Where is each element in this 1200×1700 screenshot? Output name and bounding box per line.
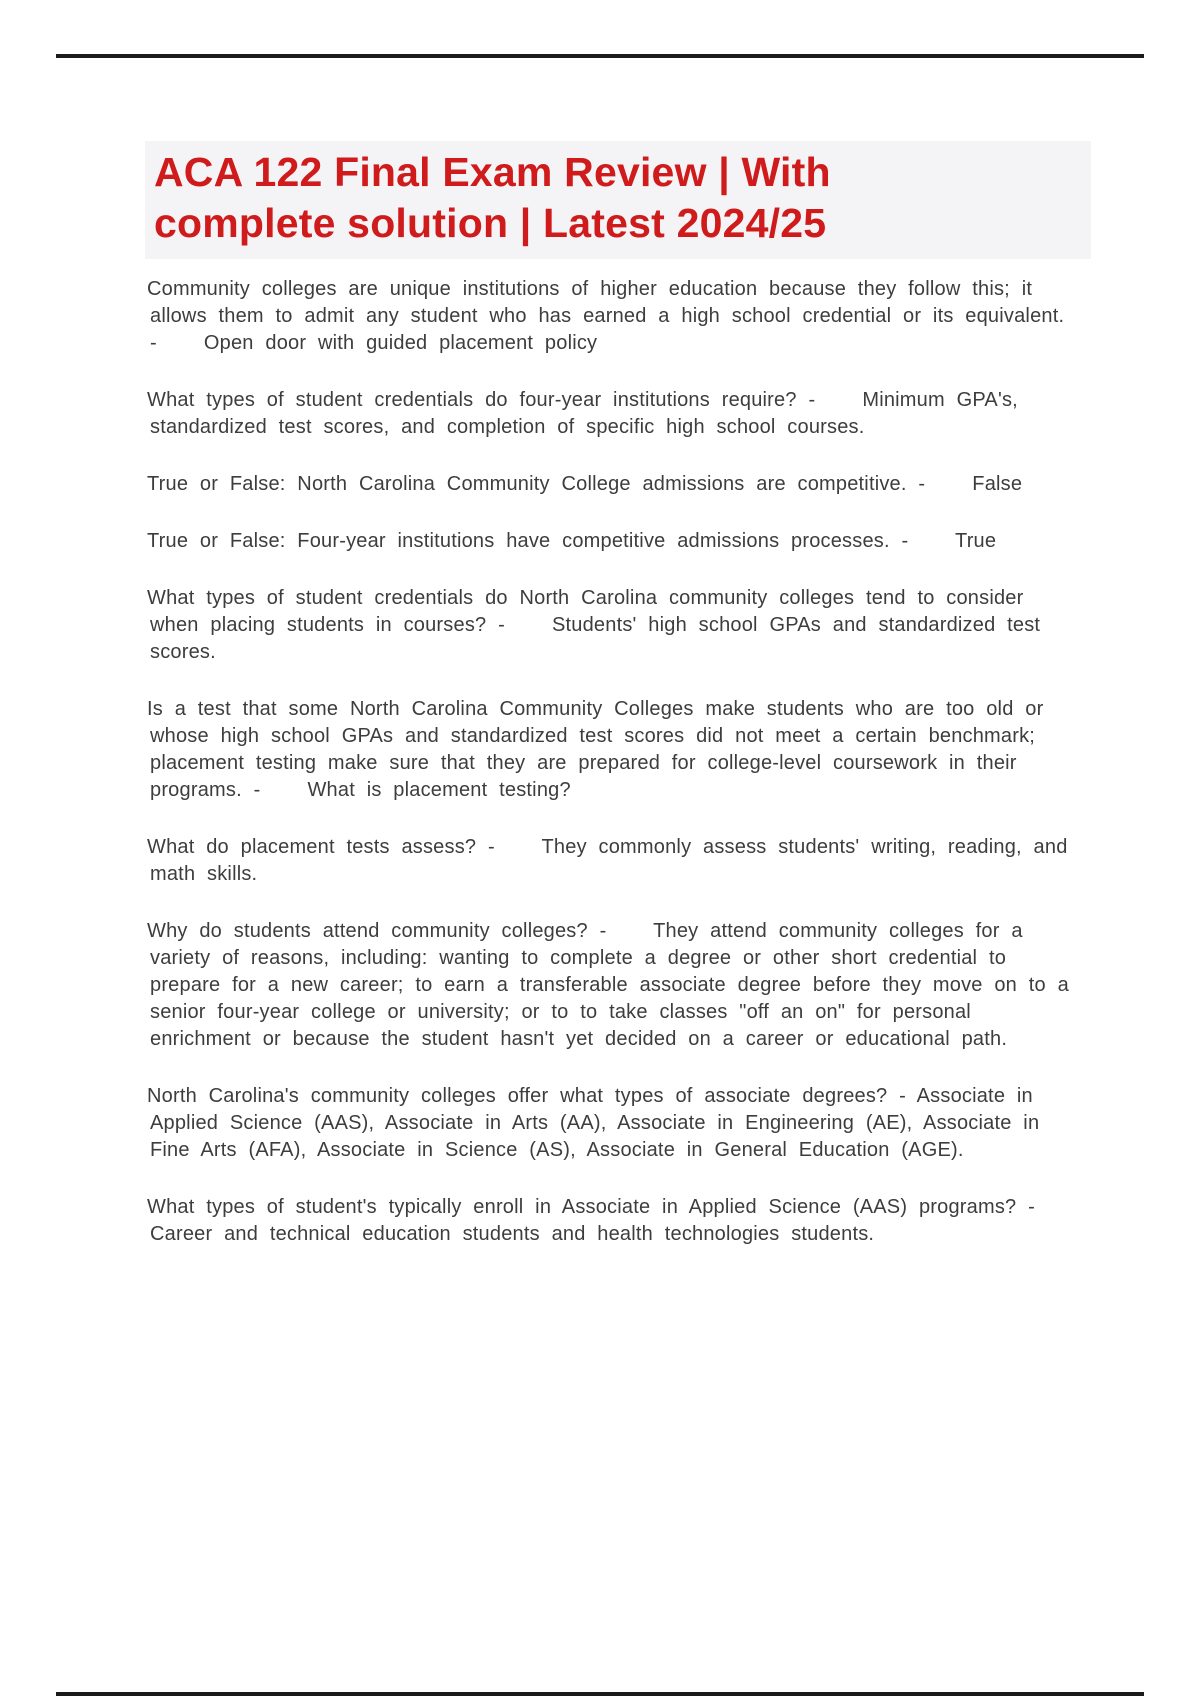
qa-item: Community colleges are unique institutions of higher education because they follow this; it allows them to admit any student who has earned a high school credential or its equivalent. - Open door with guided placement policy	[147, 278, 1076, 354]
document-title	[145, 141, 1091, 259]
qa-item: True or False: Four-year institutions have competitive admissions processes. - True	[147, 530, 997, 552]
qa-item: Is a test that some North Carolina Community Colleges make students who are too old or whose high school GPAs and standardized test scores did not meet a certain benchmark; placement testing make sure that they are prepared for college-level coursework in their programs. - What is placement testing?	[147, 698, 1056, 801]
qa-item: What do placement tests assess? - They commonly assess students' writing, reading, and math skills.	[147, 836, 1080, 885]
bottom-horizontal-rule	[56, 1692, 1144, 1696]
top-horizontal-rule	[56, 54, 1144, 58]
qa-item: What types of student credentials do North Carolina community colleges tend to consider when placing students in courses? - Students' high school GPAs and standardized test scores.	[147, 587, 1052, 663]
qa-item: What types of student's typically enroll in Associate in Applied Science (AAS) programs? - Career and technical education students and health technologies students.	[147, 1196, 1083, 1245]
qa-item: What types of student credentials do four-year institutions require? - Minimum GPA's, standardized test scores, and completion of specific high school courses.	[147, 389, 1030, 438]
document-title-line-1: ACA 122 Final Exam Review | With	[154, 149, 831, 195]
qa-list	[147, 276, 1081, 1278]
qa-item: North Carolina's community colleges offer what types of associate degrees? - Associate in Applied Science (AAS), Associate in Arts (AA), Associate in Engineering (AE), Associate in Fine Arts (AFA), Associate in Science (AS), Associate in General Education (AGE).	[147, 1085, 1052, 1161]
document-title-line-2: complete solution | Latest 2024/25	[154, 200, 827, 246]
qa-item: Why do students attend community colleges? - They attend community colleges for a variety of reasons, including: wanting to complete a degree or other short credential to prepare for a new career; to earn a transferable associate degree before they move on to a senior four-year college or university; or to to take classes "off an on" for personal enrichment or because the student hasn't yet decided on a career or educational path.	[147, 920, 1081, 1050]
qa-item: True or False: North Carolina Community College admissions are competitive. - False	[147, 473, 1023, 495]
